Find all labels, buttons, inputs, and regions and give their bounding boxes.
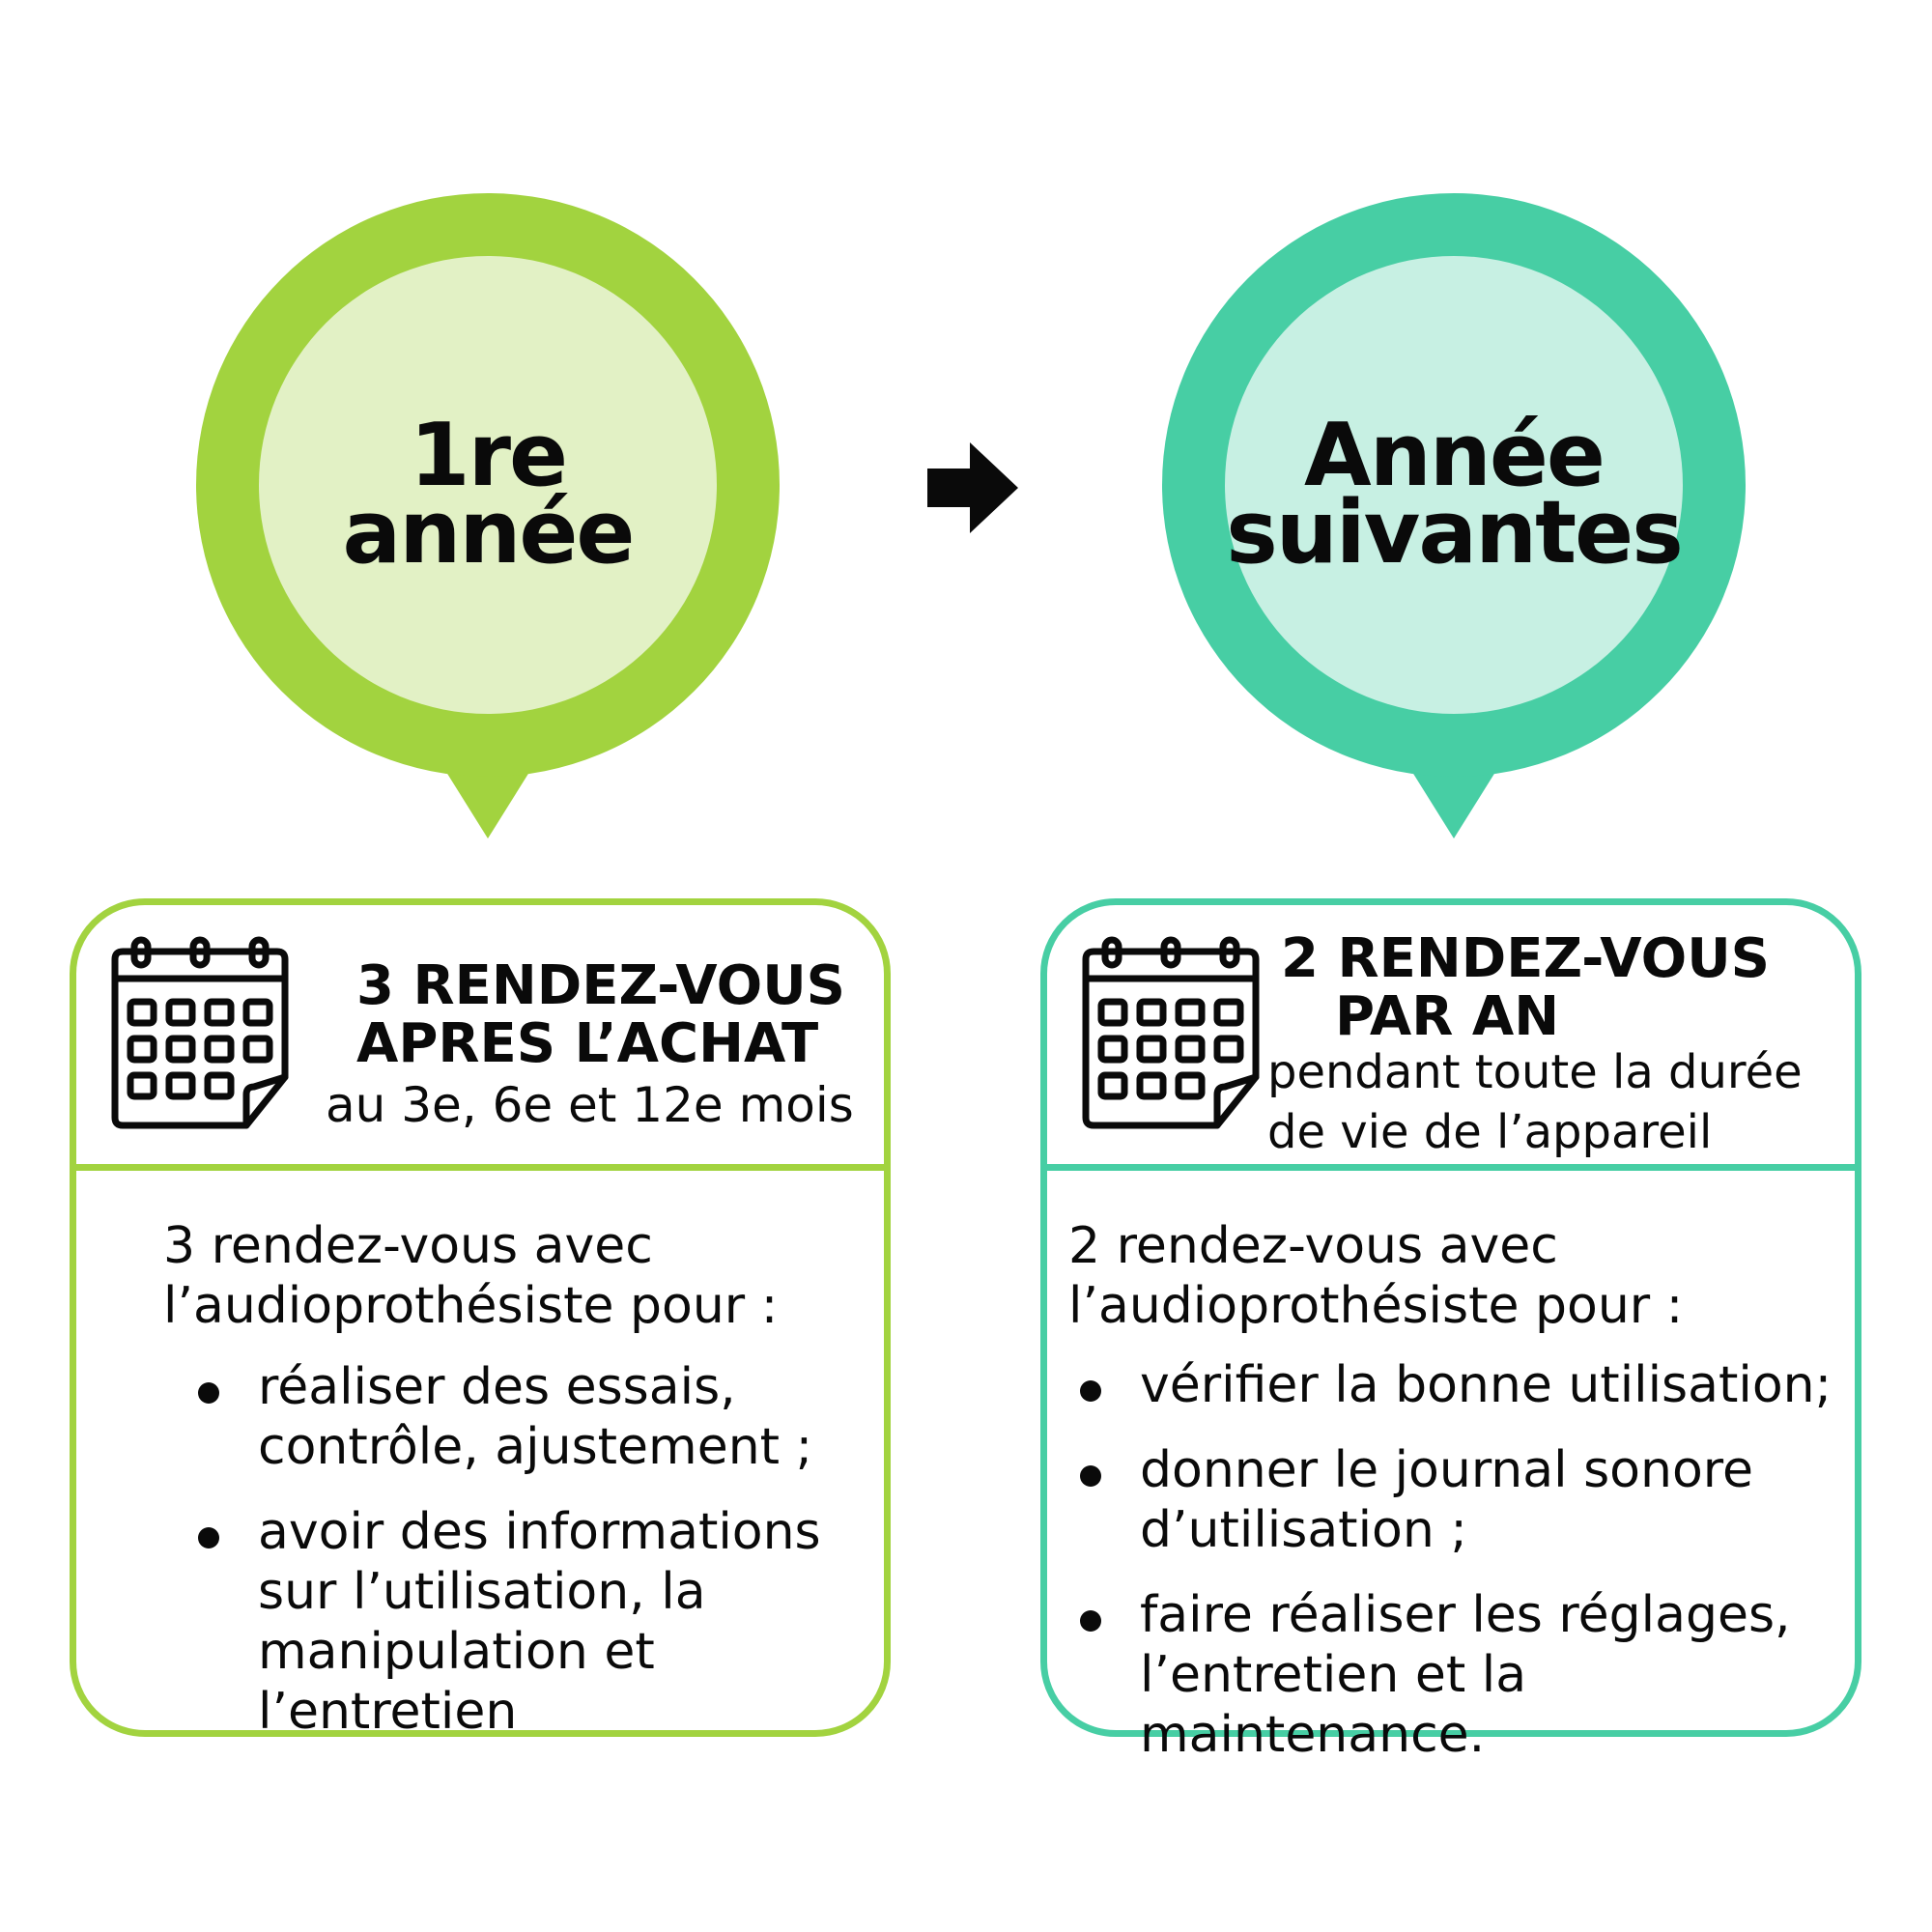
bubble-title-line: 1re	[409, 405, 567, 506]
card-subtitle-line: pendant toute la durée	[1267, 1045, 1803, 1099]
bullet-line: réaliser des essais,	[258, 1358, 736, 1416]
bullet-line: donner le journal sonore	[1140, 1441, 1753, 1499]
card-divider	[76, 1164, 884, 1171]
card-subtitle	[1267, 1042, 1803, 1162]
bullet-line: maintenance.	[1140, 1706, 1486, 1764]
bubble-title-first-year	[193, 405, 782, 583]
bubble-title-line: suivantes	[1226, 482, 1682, 583]
bubble-following-years	[1159, 193, 1748, 850]
card-title	[1281, 927, 1770, 1048]
card-title-line: PAR AN	[1335, 985, 1560, 1048]
bullet-line: d’utilisation ;	[1140, 1501, 1467, 1559]
bullet-dot	[1080, 1380, 1101, 1402]
card-subtitle	[326, 1075, 854, 1135]
bullet-item	[1074, 1355, 1832, 1415]
intro-line: 3 rendez-vous avec	[163, 1217, 653, 1275]
bullet-line: faire réaliser les réglages,	[1140, 1586, 1791, 1644]
bullet-line: vérifier la bonne utilisation;	[1140, 1356, 1833, 1414]
bullet-line: manipulation et	[258, 1623, 655, 1681]
intro-line: l’audioprothésiste pour :	[163, 1277, 779, 1335]
bullet-dot	[198, 1527, 219, 1548]
bubble-title-following-years	[1159, 405, 1748, 583]
card-first-year	[70, 898, 891, 1741]
bullet-line: l’entretien	[258, 1683, 518, 1741]
card-intro	[1068, 1216, 1683, 1336]
bullet-item	[192, 1502, 821, 1742]
bullet-line: contrôle, ajustement ;	[258, 1418, 813, 1476]
intro-line: 2 rendez-vous avec	[1068, 1217, 1558, 1275]
bullet-list	[192, 1357, 821, 1767]
calendar-icon	[1074, 932, 1267, 1145]
intro-line: l’audioprothésiste pour :	[1068, 1277, 1684, 1335]
card-intro	[163, 1216, 778, 1336]
bullet-list	[1074, 1355, 1832, 1790]
bullet-item	[192, 1357, 821, 1477]
bullet-line: sur l’utilisation, la	[258, 1563, 706, 1621]
bullet-item	[1074, 1585, 1832, 1765]
bullet-dot	[198, 1382, 219, 1404]
card-title-line: APRES L’ACHAT	[356, 1012, 819, 1075]
card-divider	[1047, 1164, 1855, 1171]
bubble-title-line: Année	[1304, 405, 1604, 506]
card-subtitle-line: de vie de l’appareil	[1267, 1105, 1713, 1159]
bullet-dot	[1080, 1610, 1101, 1632]
bullet-item	[1074, 1440, 1832, 1560]
card-subtitle-line: au 3e, 6e et 12e mois	[326, 1077, 854, 1133]
card-title-line: 2 RENDEZ-VOUS	[1281, 927, 1770, 990]
bubble-title-line: année	[342, 482, 634, 583]
arrow-right-icon	[927, 442, 1018, 533]
bubble-first-year	[193, 193, 782, 850]
bullet-line: l’entretien et la	[1140, 1646, 1527, 1704]
bullet-line: avoir des informations	[258, 1503, 821, 1561]
calendar-icon	[103, 932, 297, 1145]
card-title-line: 3 RENDEZ-VOUS	[356, 954, 845, 1017]
bullet-dot	[1080, 1465, 1101, 1487]
card-following-years	[1040, 898, 1861, 1764]
card-title	[356, 954, 845, 1075]
